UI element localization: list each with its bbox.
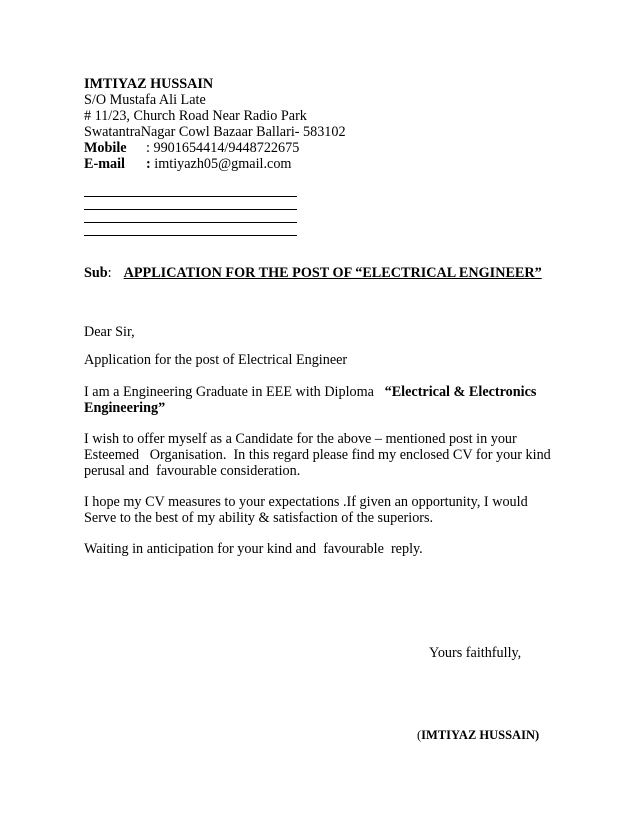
para2-text: I am a Engineering Graduate in EEE with Diploma (84, 384, 385, 400)
signature-text: IMTIYAZ HUSSAIN) (421, 728, 540, 742)
signature-open-paren: ( (417, 728, 422, 742)
recipient-blank-line-3 (84, 222, 297, 223)
body-paragraph-4-line-1: I hope my CV measures to your expectations .If given an opportunity, I would (84, 494, 528, 510)
sender-mobile (84, 140, 299, 156)
sender-email (84, 156, 291, 172)
subject-colon: : (107, 265, 112, 281)
subject-line (84, 265, 542, 281)
email-colon: : (146, 156, 151, 172)
body-paragraph-3-line-1: I wish to offer myself as a Candidate for the above – mentioned post in your (84, 431, 517, 447)
recipient-blank-line-1 (84, 196, 297, 197)
body-paragraph-5: Waiting in anticipation for your kind and favourable reply. (84, 541, 423, 557)
sender-address-line2: SwatantraNagar Cowl Bazaar Ballari- 583102 (84, 124, 346, 140)
subject-text: APPLICATION FOR THE POST OF “ELECTRICAL ENGINEER” (123, 265, 542, 281)
signature-name (417, 727, 539, 743)
para2-bold-text: “Electrical & Electronics (384, 384, 537, 400)
subject-label: Sub (84, 265, 108, 281)
sender-name: IMTIYAZ HUSSAIN (84, 76, 214, 92)
closing-yours-faithfully: Yours faithfully, (429, 645, 522, 661)
body-paragraph-3-line-2: Esteemed Organisation. In this regard please find my enclosed CV for your kind (84, 447, 551, 463)
salutation: Dear Sir, (84, 324, 135, 340)
recipient-blank-line-2 (84, 209, 297, 210)
email-label: E-mail (84, 156, 125, 172)
body-paragraph-2-line-1 (84, 384, 536, 400)
body-paragraph-3-line-3: perusal and favourable consideration. (84, 463, 301, 479)
body-paragraph-4-line-2: Serve to the best of my ability & satisfaction of the superiors. (84, 510, 434, 526)
mobile-value: : 9901654414/9448722675 (146, 140, 300, 156)
mobile-label: Mobile (84, 140, 127, 156)
body-paragraph-1: Application for the post of Electrical Engineer (84, 352, 348, 368)
body-paragraph-2-line-2: Engineering” (84, 400, 166, 416)
email-value: imtiyazh05@gmail.com (150, 156, 292, 172)
sender-so-line: S/O Mustafa Ali Late (84, 92, 206, 108)
recipient-blank-line-4 (84, 235, 297, 236)
sender-address-line1: # 11/23, Church Road Near Radio Park (84, 108, 307, 124)
